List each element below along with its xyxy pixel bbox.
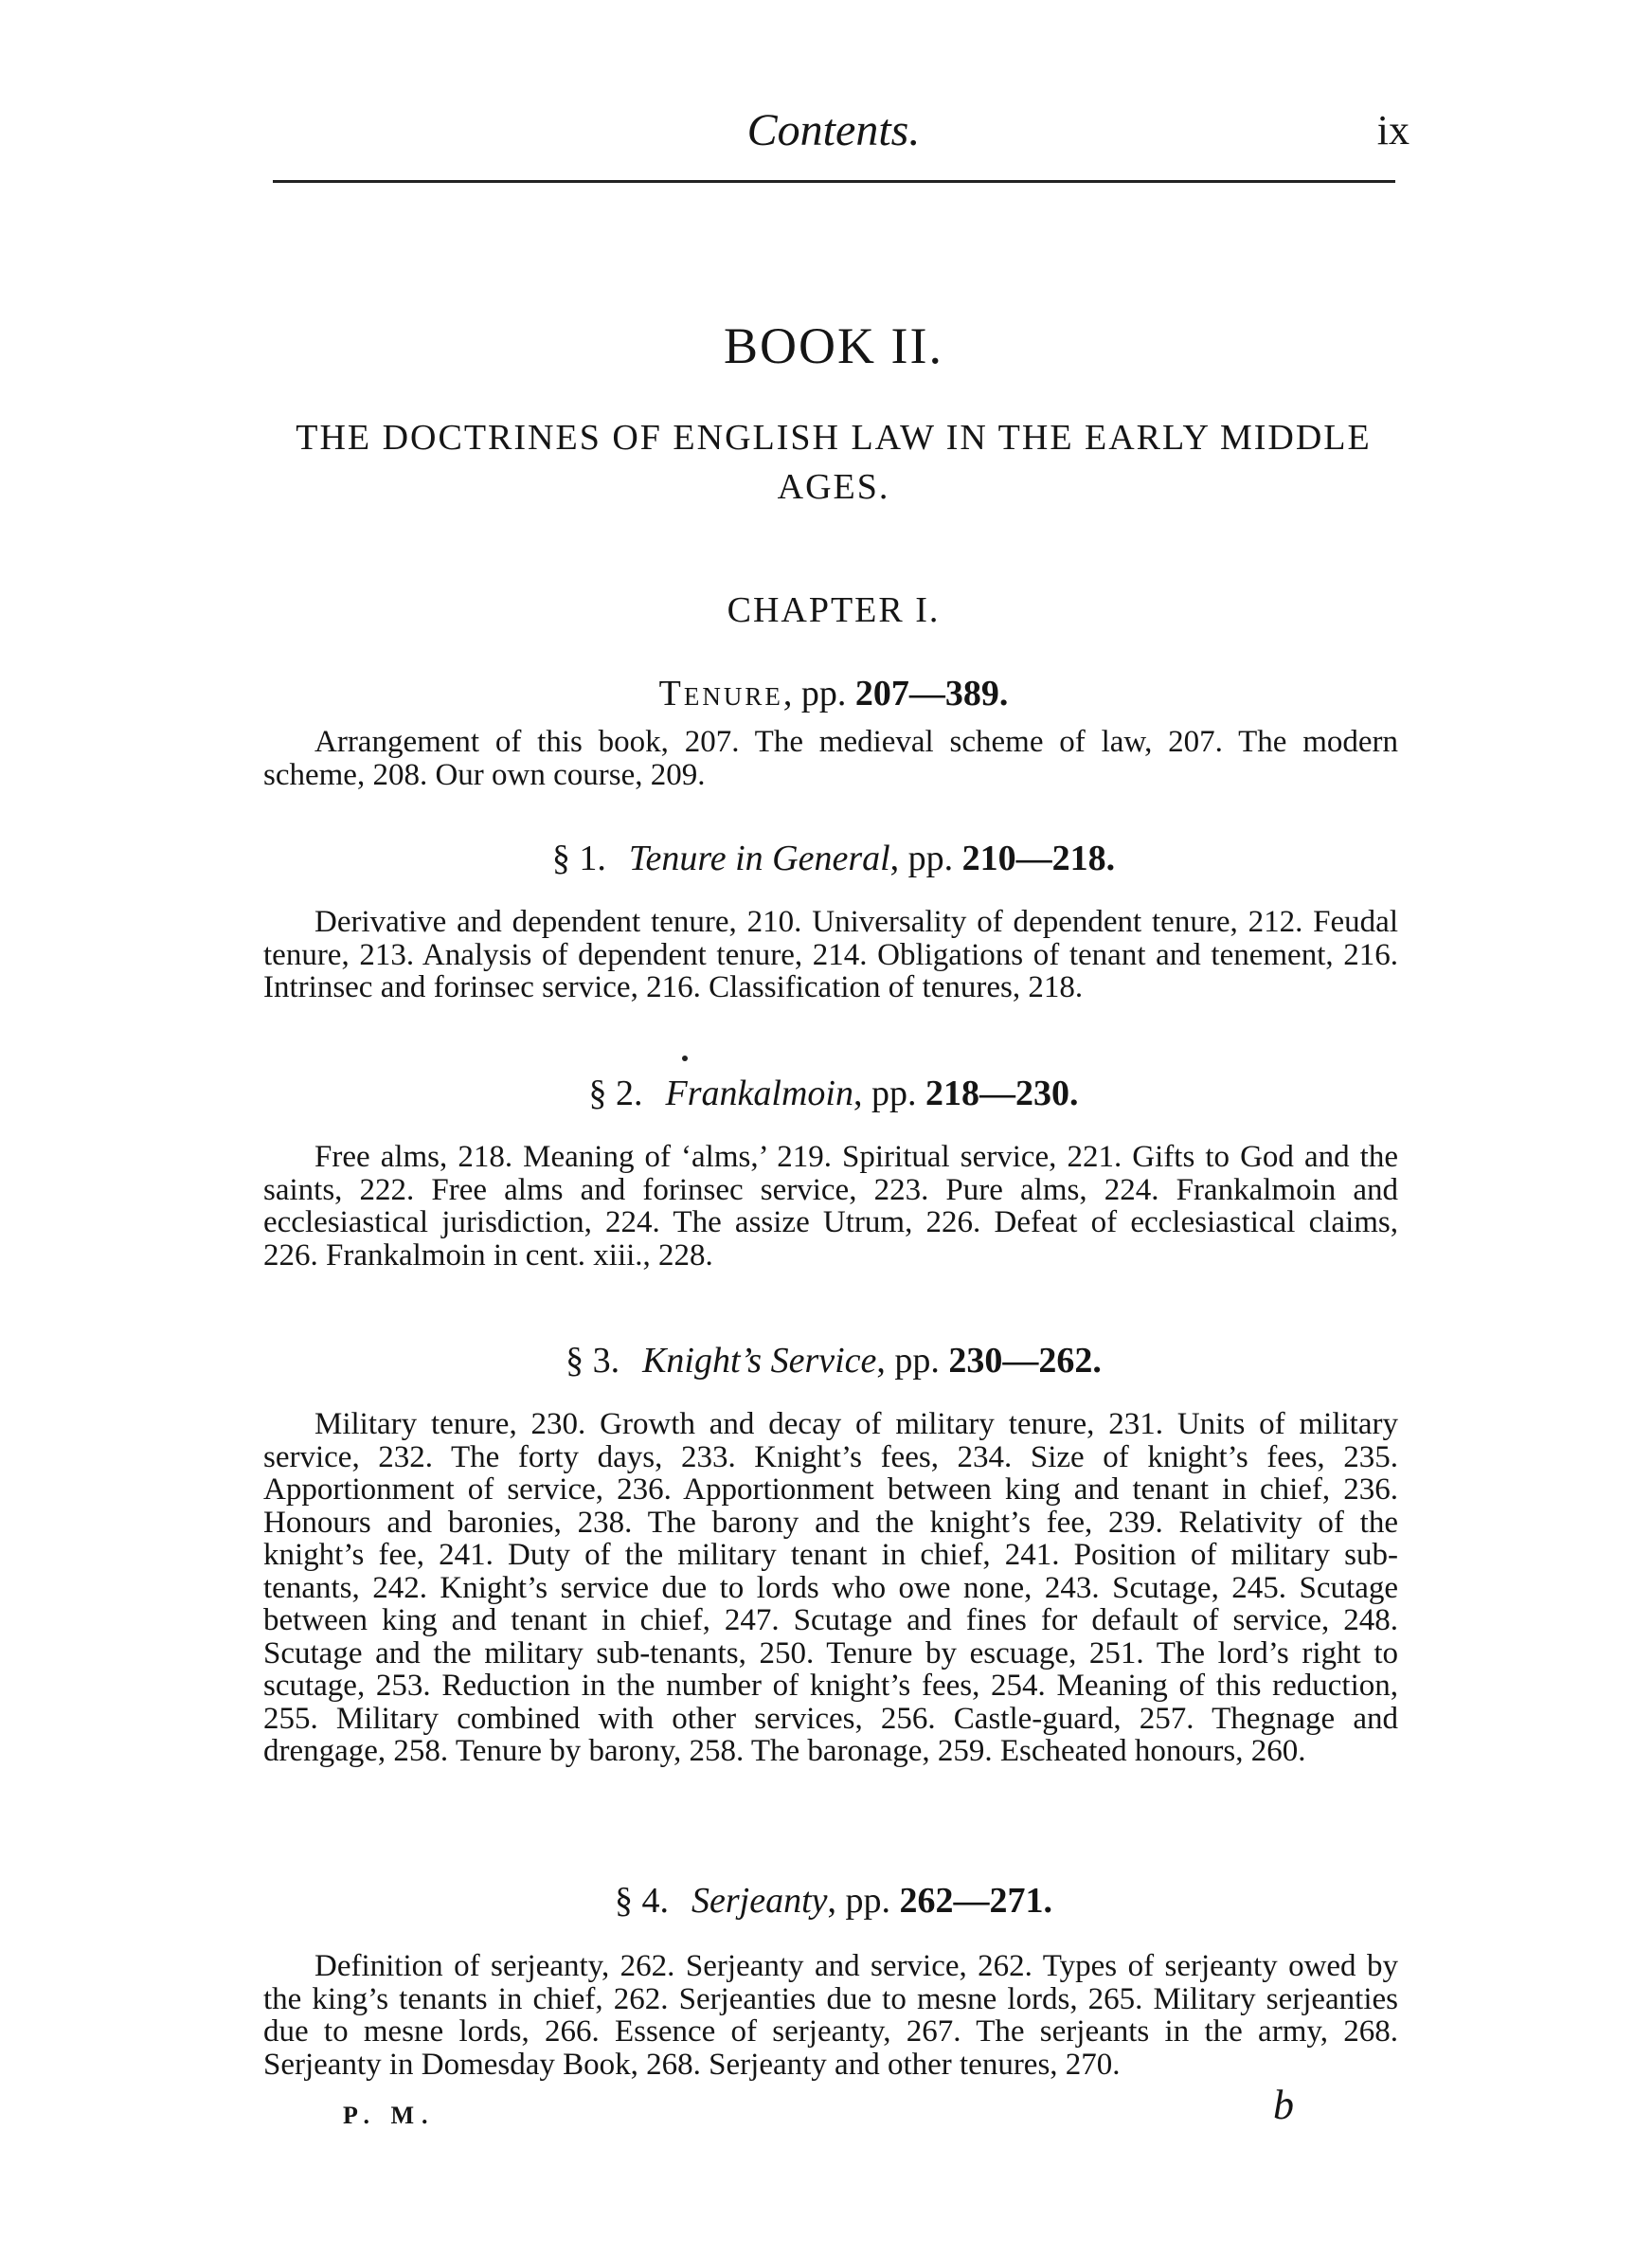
section-number: § 1.	[551, 839, 606, 878]
header-rule	[273, 180, 1395, 183]
section-summary-4: Definition of serjeanty, 262. Serjeanty and service, 262. Types of serjeanty owed by the king’s tenants in chief, 262. Serjeanties due to mesne lords, 265. Military serjeanties due to mesne lords, 266. Essence of serjeanty, 267. The serjeants in the army, 268. Serjeanty in Domesday Book, 268. Serjeanty and other tenures, 270.	[263, 1949, 1398, 2082]
section-number: § 4.	[614, 1881, 669, 1921]
section-heading-2	[265, 1069, 1402, 1118]
section-pages: 218—230.	[925, 1074, 1079, 1113]
running-head	[265, 102, 1410, 159]
signature-mark: P. M.	[343, 2102, 436, 2129]
section-pages: 210—218.	[961, 839, 1116, 878]
section-number: § 3.	[566, 1341, 620, 1381]
section-pages-prefix: , pp.	[853, 1074, 925, 1113]
chapter-title: CHAPTER I.	[727, 590, 941, 630]
page-number: ix	[1376, 107, 1410, 153]
chapter-pages: 207—389.	[854, 674, 1009, 713]
section-title: Tenure in General	[628, 839, 890, 878]
section-pages-prefix: , pp.	[827, 1881, 900, 1921]
section-pages-prefix: , pp.	[889, 839, 962, 878]
section-pages-prefix: , pp.	[876, 1341, 949, 1381]
section-pages: 230—262.	[948, 1341, 1102, 1381]
section-heading-4	[265, 1876, 1402, 1925]
chapter-subject: Tenure	[658, 674, 783, 713]
section-title: Frankalmoin	[665, 1074, 853, 1113]
section-title: Knight’s Service	[642, 1341, 877, 1381]
section-heading-3	[265, 1336, 1402, 1385]
book-title: BOOK II.	[724, 317, 943, 374]
chapter-subject-line	[265, 669, 1402, 718]
chapter-pages-prefix: , pp.	[782, 674, 855, 713]
printer-dot	[682, 1056, 688, 1061]
section-summary-1: Derivative and dependent tenure, 210. Universality of dependent tenure, 212. Feudal tenure, 213. Analysis of dependent tenure, 214. Obligations of tenant and tenement, 216. Intrinsec and forinsec service, 216. Classification of tenures, 218.	[263, 905, 1398, 1004]
chapter-intro: Arrangement of this book, 207. The medieval scheme of law, 207. The modern scheme, 208. Our own course, 209.	[263, 725, 1398, 792]
book-subtitle: THE DOCTRINES OF ENGLISH LAW IN THE EARLY MIDDLE AGES.	[296, 418, 1372, 507]
section-pages: 262—271.	[899, 1881, 1052, 1921]
section-heading-1	[265, 834, 1402, 883]
section-title: Serjeanty	[691, 1881, 828, 1921]
sheet-mark: b	[1273, 2082, 1294, 2128]
section-summary-3: Military tenure, 230. Growth and decay of military tenure, 231. Units of military service, 232. The forty days, 233. Knight’s fees, 234. Size of knight’s fees, 235. Apportionment of service, 236. Apportionment between king and tenant in chief, 236. Honours and baronies, 238. The barony and the knight’s fee, 239. Relativity of the knight’s fee, 241. Duty of the military tenant in chief, 241. Position of military sub-tenants, 242. Knight’s service due to lords who owe none, 243. Scutage, 245. Scutage between king and tenant in chief, 247. Scutage and fines for default of service, 248. Scutage and the military sub-tenants, 250. Tenure by escuage, 251. The lord’s right to scutage, 253. Reduction in the number of knight’s fees, 254. Meaning of this reduction, 255. Military combined with other services, 256. Castle-guard, 257. Thegnage and drengage, 258. Tenure by barony, 258. The baronage, 259. Escheated honours, 260.	[263, 1407, 1398, 1768]
running-title: Contents.	[746, 105, 921, 155]
section-summary-2: Free alms, 218. Meaning of ‘alms,’ 219. Spiritual service, 221. Gifts to God and the saints, 222. Free alms and forinsec service, 223. Pure alms, 224. Frankalmoin and ecclesiastical jurisdiction, 224. The assize Utrum, 226. Defeat of ecclesiastical claims, 226. Frankalmoin in cent. xiii., 228.	[263, 1140, 1398, 1273]
section-number: § 2.	[588, 1074, 643, 1113]
